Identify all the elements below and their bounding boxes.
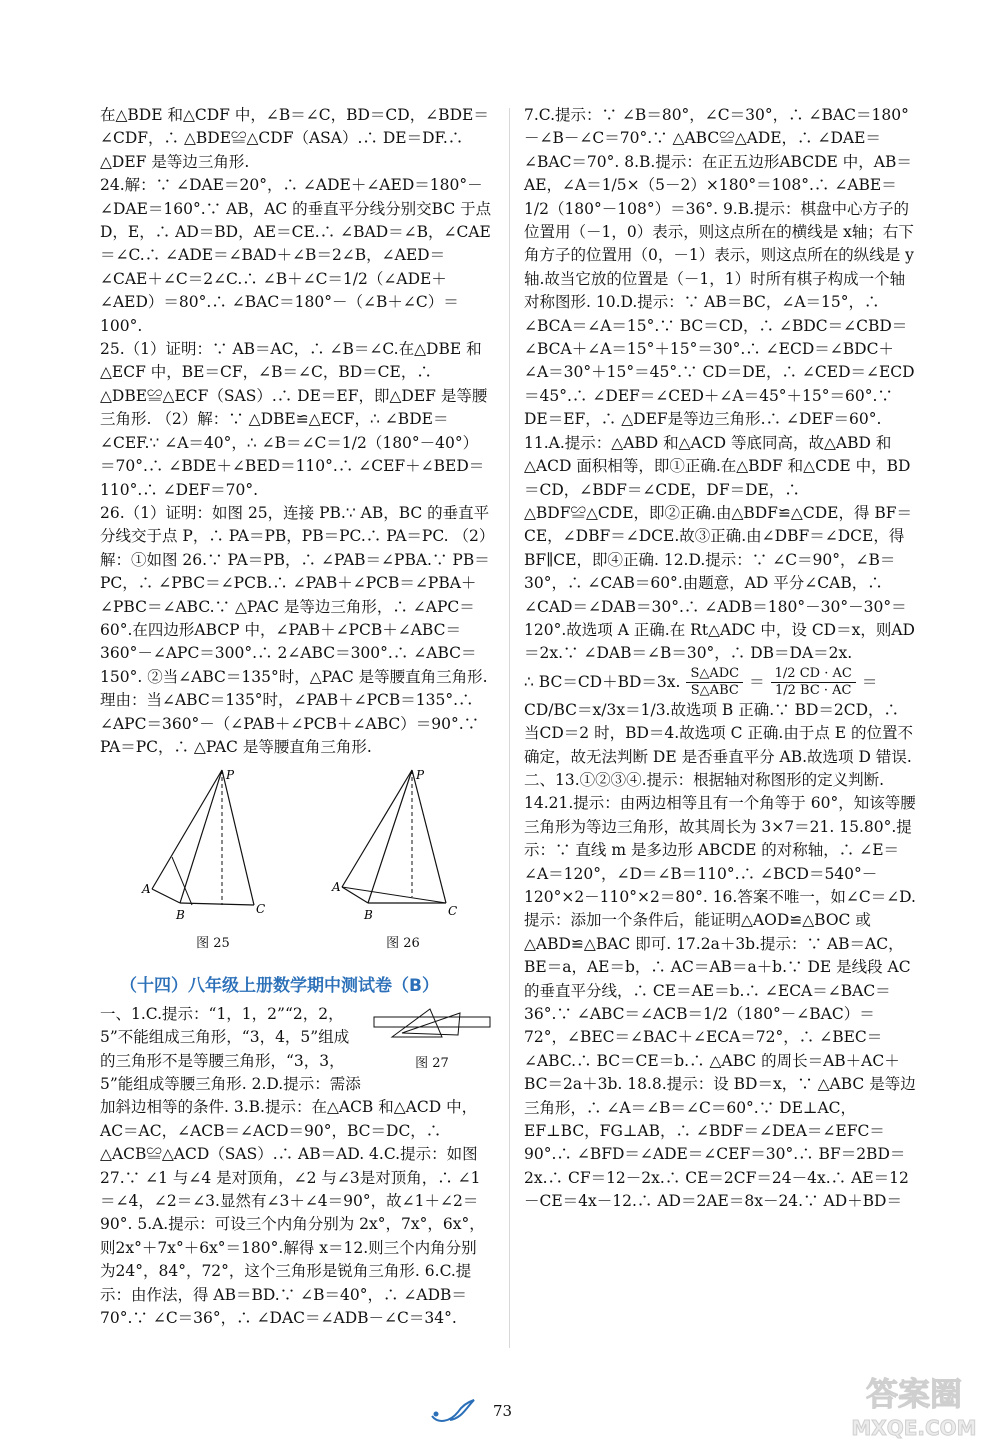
bird-logo-icon: [428, 1396, 478, 1428]
section-title: （十四）八年级上册数学期中测试卷（B）: [120, 976, 439, 997]
label-C: C: [448, 904, 458, 919]
answer-25: 25.（1）证明：∵ AB＝AC，∴ ∠B＝∠C.在△DBE 和△ECF 中，BE＝CF，∠B＝∠C，BD＝CE，∴ △DBE≌△ECF（SAS）.∴ DE＝EF，即△DEF 是等腰三角形. （2）解：∵ △DBE≌△ECF，∴ ∠BDE＝∠CEF.∵ ∠A＝40°，∴ ∠B＝∠C＝1/2（180°－40°）＝70°.∴ ∠BDE＋∠BED＝110°.∴ ∠CEF＋∠BED＝110°.∴ ∠DEF＝70°.: [100, 340, 488, 499]
label-B: B: [364, 908, 373, 923]
answers-14-part1: 一、1.C.提示：“1，1，2”“2，2，5”不能组成三角形，“3，4，5”组成的三角形不是等腰三角形，“3，3，5”能组成等腰三角形. 2.D.提示：需添加斜边相等的条件. 3.B.提示：在△ACB 和△ACD 中，AC＝AC，∠ACB＝∠ACD＝90°，BC＝DC，∴ △ACB≌△ACD（SAS）.∴ AB＝AD. 4.C.提示：如图 27.∵ ∠1 与∠4 是对顶角，∠2 与∠3是对顶角，∴ ∠1＝∠4，∠2＝∠3.显然有∠3＋∠4＝90°，故∠1＋∠2＝90°. 5.A.提示：可设三个内角分别为 2x°，7x°，6x°，则2x°＋7x°＋6x°＝180°.解得 x＝12.则三个内角分别为24°，84°，72°，这个三角形是锐角三角形. 6.C.提示：由作法，得 AB＝BD.∵ ∠B＝40°，∴ ∠ADB＝70°.∵ ∠C＝36°，∴ ∠DAC＝∠ADB－∠C＝34°.: [100, 1004, 485, 1328]
label-A: A: [142, 882, 151, 897]
answers-13-18: 二、13.①②③④.提示：根据轴对称图形的定义判断. 14.21.提示：由两边相等且有一个角等于 60°，知该等腰三角形为等边三角形，故其周长为 3×7＝21. 15.80°.提示：∵ 直线 m 是多边形 ABCDE 的对称轴，∴ ∠E＝∠A＝120°，∠D＝∠B＝110°.∴ ∠BCD＝540°－120°×2－110°×2＝80°. 16.答案不唯一，如∠C＝∠D.提示：添加一个条件后，能证明△AOD≌△BOC 或△ABD≌△BAC 即可. 17.2a＋3b.提示：∵ AB＝AC，BE＝a，AE＝b，∴ AC＝AB＝a＋b.∵ DE 是线段 AC 的垂直平分线，∴ CE＝AE＝b.∴ ∠ECA＝∠BAC＝36°.∵ ∠ABC＝∠ACB＝1/2（180°－∠BAC）＝72°，∠BEC＝∠BAC＋∠ECA＝72°，∴ ∠BEC＝∠ABC.∴ BC＝CE＝b.∴ △ABC 的周长＝AB＋AC＋BC＝2a＋3b. 18.8.提示：设 BD＝x，∵ △ABC 是等边三角形，∴ ∠A＝∠B＝∠C＝60°.∵ DE⊥AC，EF⊥BC，FG⊥AB，∴ ∠BDF＝∠DEA＝∠EFC＝90°.∴ ∠BFD＝∠ADE＝∠CEF＝30°.∴ BF＝2BD＝2x.∴ CF＝12－2x.∴ CE＝2CF＝24－4x.∴ AE＝12－CE＝4x－12.∴ AD＝2AE＝8x－24.∵ AD＋BD＝: [524, 770, 916, 1211]
svg-text:MXQE.COM: MXQE.COM: [851, 1416, 977, 1440]
figure-27: [372, 1005, 492, 1076]
figure-26-diagram: [328, 765, 478, 940]
figures-25-26: [100, 765, 492, 965]
watermark-logo: [844, 1363, 984, 1447]
ratio-lead: ∴ BC＝CD＋BD＝3x.: [524, 672, 681, 691]
answer-23-end: 在△BDE 和△CDF 中，∠B＝∠C，BD＝CD，∠BDE＝∠CDF，∴ △BDE≌△CDF（ASA）.∴ DE＝DF.∴ △DEF 是等边三角形.: [100, 106, 489, 171]
label-P: P: [416, 768, 425, 783]
length-ratio-fraction: $\frac{1/2 CD \cdot AC}{1/2 BC \cdot AC}$: [771, 666, 856, 699]
figure-25-diagram: [138, 765, 288, 940]
answers-7-12: 7.C.提示：∵ ∠B＝80°，∠C＝30°，∴ ∠BAC＝180°－∠B－∠C＝70°.∵ △ABC≌△ADE，∴ ∠DAE＝∠BAC＝70°. 8.B.提示：在正五边形ABCDE 中，AB＝AE，∠A＝1/5×（5－2）×180°＝108°.∴ ∠ABE＝1/2（180°－108°）＝36°. 9.B.提示：棋盘中心方子的位置用（－1，0）表示，则这点所在的横线是 x轴；右下角方子的位置用（0，－1）表示，则这点所在的纵线是 y 轴.故当它放的位置是（－1，1）时所有棋子构成一个轴对称图形. 10.D.提示：∵ AB＝BC，∠A＝15°，∴ ∠BCA＝∠A＝15°.∵ BC＝CD，∴ ∠BDC＝∠CBD＝∠BCA＋∠A＝15°＋15°＝30°.∴ ∠ECD＝∠BDC＋∠A＝30°＋15°＝45°.∵ CD＝DE，∴ ∠CED＝∠ECD＝45°.∴ ∠DEF＝∠CED＋∠A＝45°＋15°＝60°.∵ DE＝EF，∴ △DEF是等边三角形.∴ ∠DEF＝60°. 11.A.提示：△ABD 和△ACD 等底同高，故△ABD 和△ACD 面积相等，即①正确.在△BDF 和△CDE 中，BD＝CD，∠BDF＝∠CDE，DF＝DE，∴ △BDF≌△CDE，即②正确.由△BDF≌△CDE，得 BF＝CE，∠DBF＝∠DCE.故③正确.由∠DBF＝∠DCE，得 BF∥CE，即④正确. 12.D.提示：∵ ∠C＝90°，∠B＝30°，∴ ∠CAB＝60°.由题意，AD 平分∠CAB，∴ ∠CAD＝∠DAB＝30°.∴ ∠ADB＝180°－30°－30°＝120°.故选项 A 正确.在 Rt△ADC 中，设 CD＝x，则AD＝2x.∵ ∠DAB＝∠B＝30°，∴ DB＝DA＝2x.: [524, 106, 919, 663]
answer-26: 26.（1）证明：如图 25，连接 PB.∵ AB，BC 的垂直平分线交于点 P，∴ PA＝PB，PB＝PC.∴ PA＝PC. （2）解：①如图 26.∵ PA＝PB，∴ ∠PAB＝∠PBA.∵ PB＝PC，∴ ∠PBC＝∠PCB.∴ ∠PAB＋∠PCB＝∠PBA＋∠PBC＝∠ABC.∵ △PAC 是等边三角形，∴ ∠APC＝60°.在四边形ABCP 中，∠PAB＋∠PCB＋∠ABC＝360°－∠APC＝300°.∴ 2∠ABC＝300°.∴ ∠ABC＝150°. ②当∠ABC＝135°时，△PAC 是等腰直角三角形.理由：当∠ABC＝135°时，∠PAB＋∠PCB＝135°.∴ ∠APC＝360°－（∠PAB＋∠PCB＋∠ABC）＝90°.∵ PA＝PC，∴ △PAC 是等腰直角三角形.: [100, 503, 490, 756]
label-A: A: [332, 880, 341, 895]
label-B: B: [176, 908, 185, 923]
figure-27-caption: 图 27: [415, 1056, 449, 1072]
svg-text:答案圈: 答案圈: [865, 1375, 963, 1413]
answer-24: 24.解：∵ ∠DAE＝20°，∴ ∠ADE＋∠AED＝180°－∠DAE＝160°.∵ AB，AC 的垂直平分线分别交BC 于点 D，E，∴ AD＝BD，AE＝CE.∴ ∠BAD＝∠B，∠CAE＝∠C.∴ ∠ADE＝∠BAD＋∠B＝2∠B，∠AED＝∠CAE＋∠C＝2∠C.∴ ∠B＋∠C＝1/2（∠ADE＋∠AED）＝80°.∴ ∠BAC＝180°－（∠B＋∠C）＝100°.: [100, 176, 497, 335]
column-divider: [509, 108, 510, 1348]
label-P: P: [226, 768, 235, 783]
figure-26: [328, 765, 478, 955]
figure-26-caption: 图 26: [386, 936, 420, 952]
figure-25-caption: 图 25: [196, 936, 230, 952]
left-column: [100, 104, 497, 1330]
figure-27-diagram: [372, 1005, 492, 1045]
answer-12-end: CD/BC＝x/3x＝1/3.故选项 B 正确.∵ BD＝2CD，∴ 当CD＝2 时，BD＝4.故选项 C 正确.由于点 E 的位置不确定，故无法判断 DE 是否垂直平分 AB.故选项 D 错误.: [524, 700, 913, 766]
right-column: [524, 104, 919, 1214]
ratio-line: ∴ BC＝CD＋BD＝3x. $\frac{\text{S△ADC}}{\text{S△ABC}}$ ＝ $\frac{1/2 CD \cdot AC}{1/2 BC \cdot AC}$ ＝: [524, 665, 878, 698]
label-C: C: [256, 902, 266, 917]
page-number: 73: [493, 1402, 513, 1420]
figure-25: [138, 765, 288, 955]
area-ratio-fraction: $\frac{\text{S△ADC}}{\text{S△ABC}}$: [686, 666, 743, 699]
